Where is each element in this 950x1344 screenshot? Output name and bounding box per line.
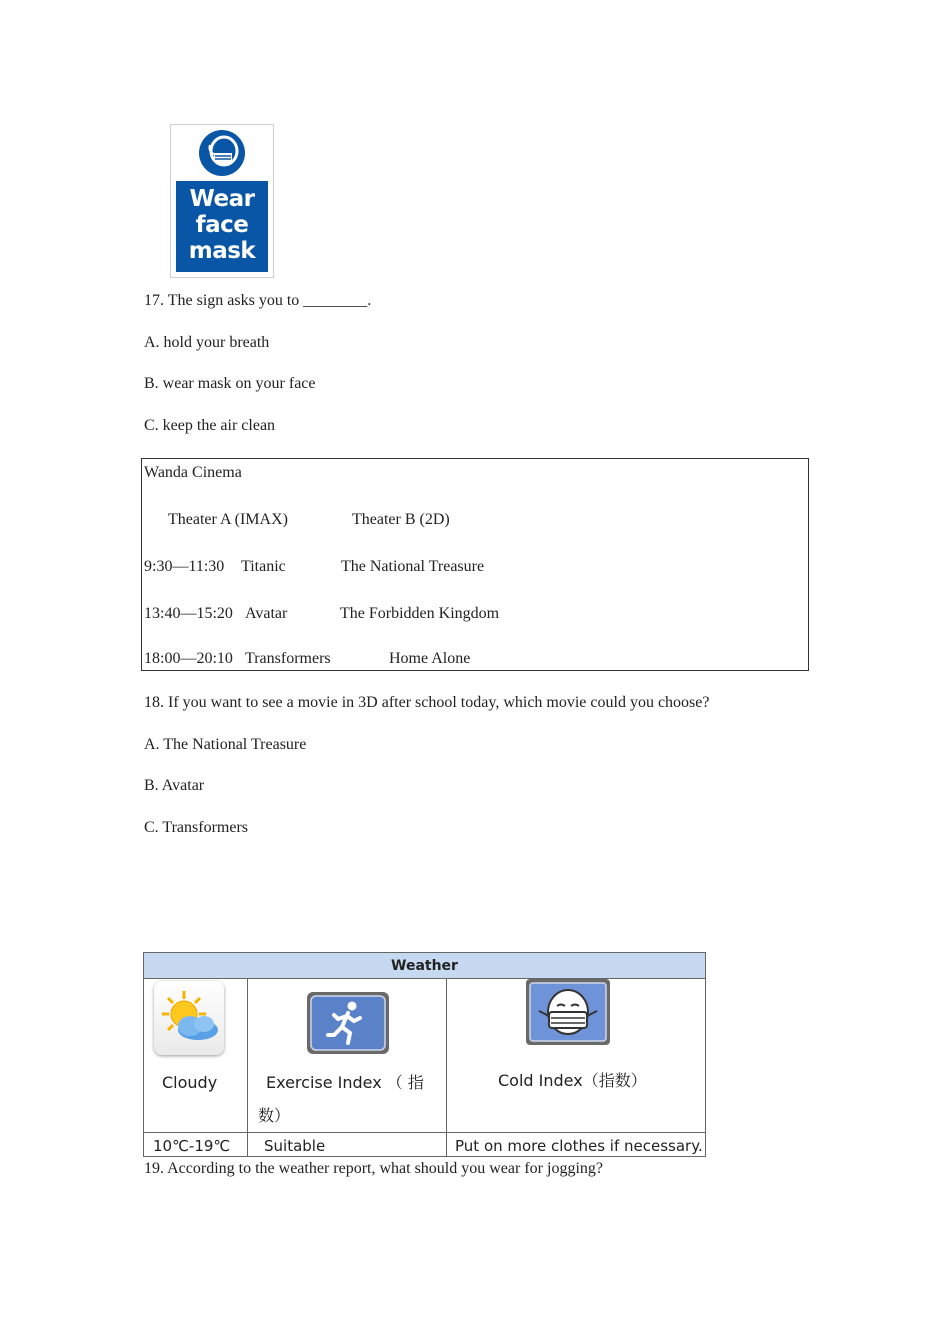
theater-a-movie-1: Titanic [241, 558, 286, 575]
q18-option-c: C. Transformers [144, 819, 249, 836]
question-18: 18. If you want to see a movie in 3D after school today, which movie could you choose? [144, 694, 710, 711]
showtime-1: 9:30—11:30 [144, 558, 225, 575]
cloudy-icon-tile [154, 981, 224, 1055]
question-19: 19. According to the weather report, what should you wear for jogging? [144, 1160, 603, 1177]
theater-a-movie-2: Avatar [245, 605, 288, 622]
theater-b-movie-3: Home Alone [389, 650, 471, 667]
sign-line-2: face [195, 212, 249, 238]
theater-a-movie-3: Transformers [245, 650, 331, 667]
question-17: 17. The sign asks you to ________. [144, 292, 372, 309]
cloudy-sun-icon [154, 981, 224, 1055]
showtime-2: 13:40—15:20 [144, 605, 233, 622]
row-divider [144, 1132, 705, 1133]
face-mask-icon [525, 978, 611, 1052]
cinema-name: Wanda Cinema [144, 464, 242, 481]
q18-option-b: B. Avatar [144, 777, 205, 794]
showtime-3: 18:00—20:10 [144, 650, 233, 667]
theater-b-heading: Theater B (2D) [352, 511, 450, 528]
q17-option-c: C. keep the air clean [144, 417, 276, 434]
sign-line-3: mask [188, 238, 256, 264]
q17-option-b: B. wear mask on your face [144, 375, 316, 392]
face-mask-icon [198, 129, 246, 177]
theater-b-movie-1: The National Treasure [341, 558, 485, 575]
weather-header: Weather [144, 953, 705, 979]
wear-face-mask-sign [170, 124, 274, 278]
exercise-index-label-line2: 数） [258, 1106, 291, 1125]
cold-index-icon-tile [525, 978, 611, 1057]
cold-index-label: Cold Index（指数） [498, 1071, 647, 1090]
theater-b-movie-2: The Forbidden Kingdom [340, 605, 500, 622]
exercise-index-label-line1: Exercise Index （ 指 [266, 1073, 424, 1092]
q18-option-a: A. The National Treasure [144, 736, 307, 753]
col-divider-1 [247, 978, 248, 1157]
col-divider-2 [446, 978, 447, 1157]
sign-line-1: Wear [189, 186, 255, 212]
sign-text-panel [176, 181, 268, 272]
weather-table [143, 952, 706, 1157]
exercise-icon-tile [306, 991, 390, 1060]
exercise-index-value: Suitable [264, 1137, 326, 1155]
q17-option-a: A. hold your breath [144, 334, 270, 351]
temperature-value: 10℃-19℃ [153, 1137, 231, 1155]
runner-icon [306, 991, 390, 1055]
theater-a-heading: Theater A (IMAX) [168, 511, 288, 528]
cloudy-label: Cloudy [162, 1073, 218, 1092]
cold-index-value: Put on more clothes if necessary. [455, 1137, 703, 1155]
